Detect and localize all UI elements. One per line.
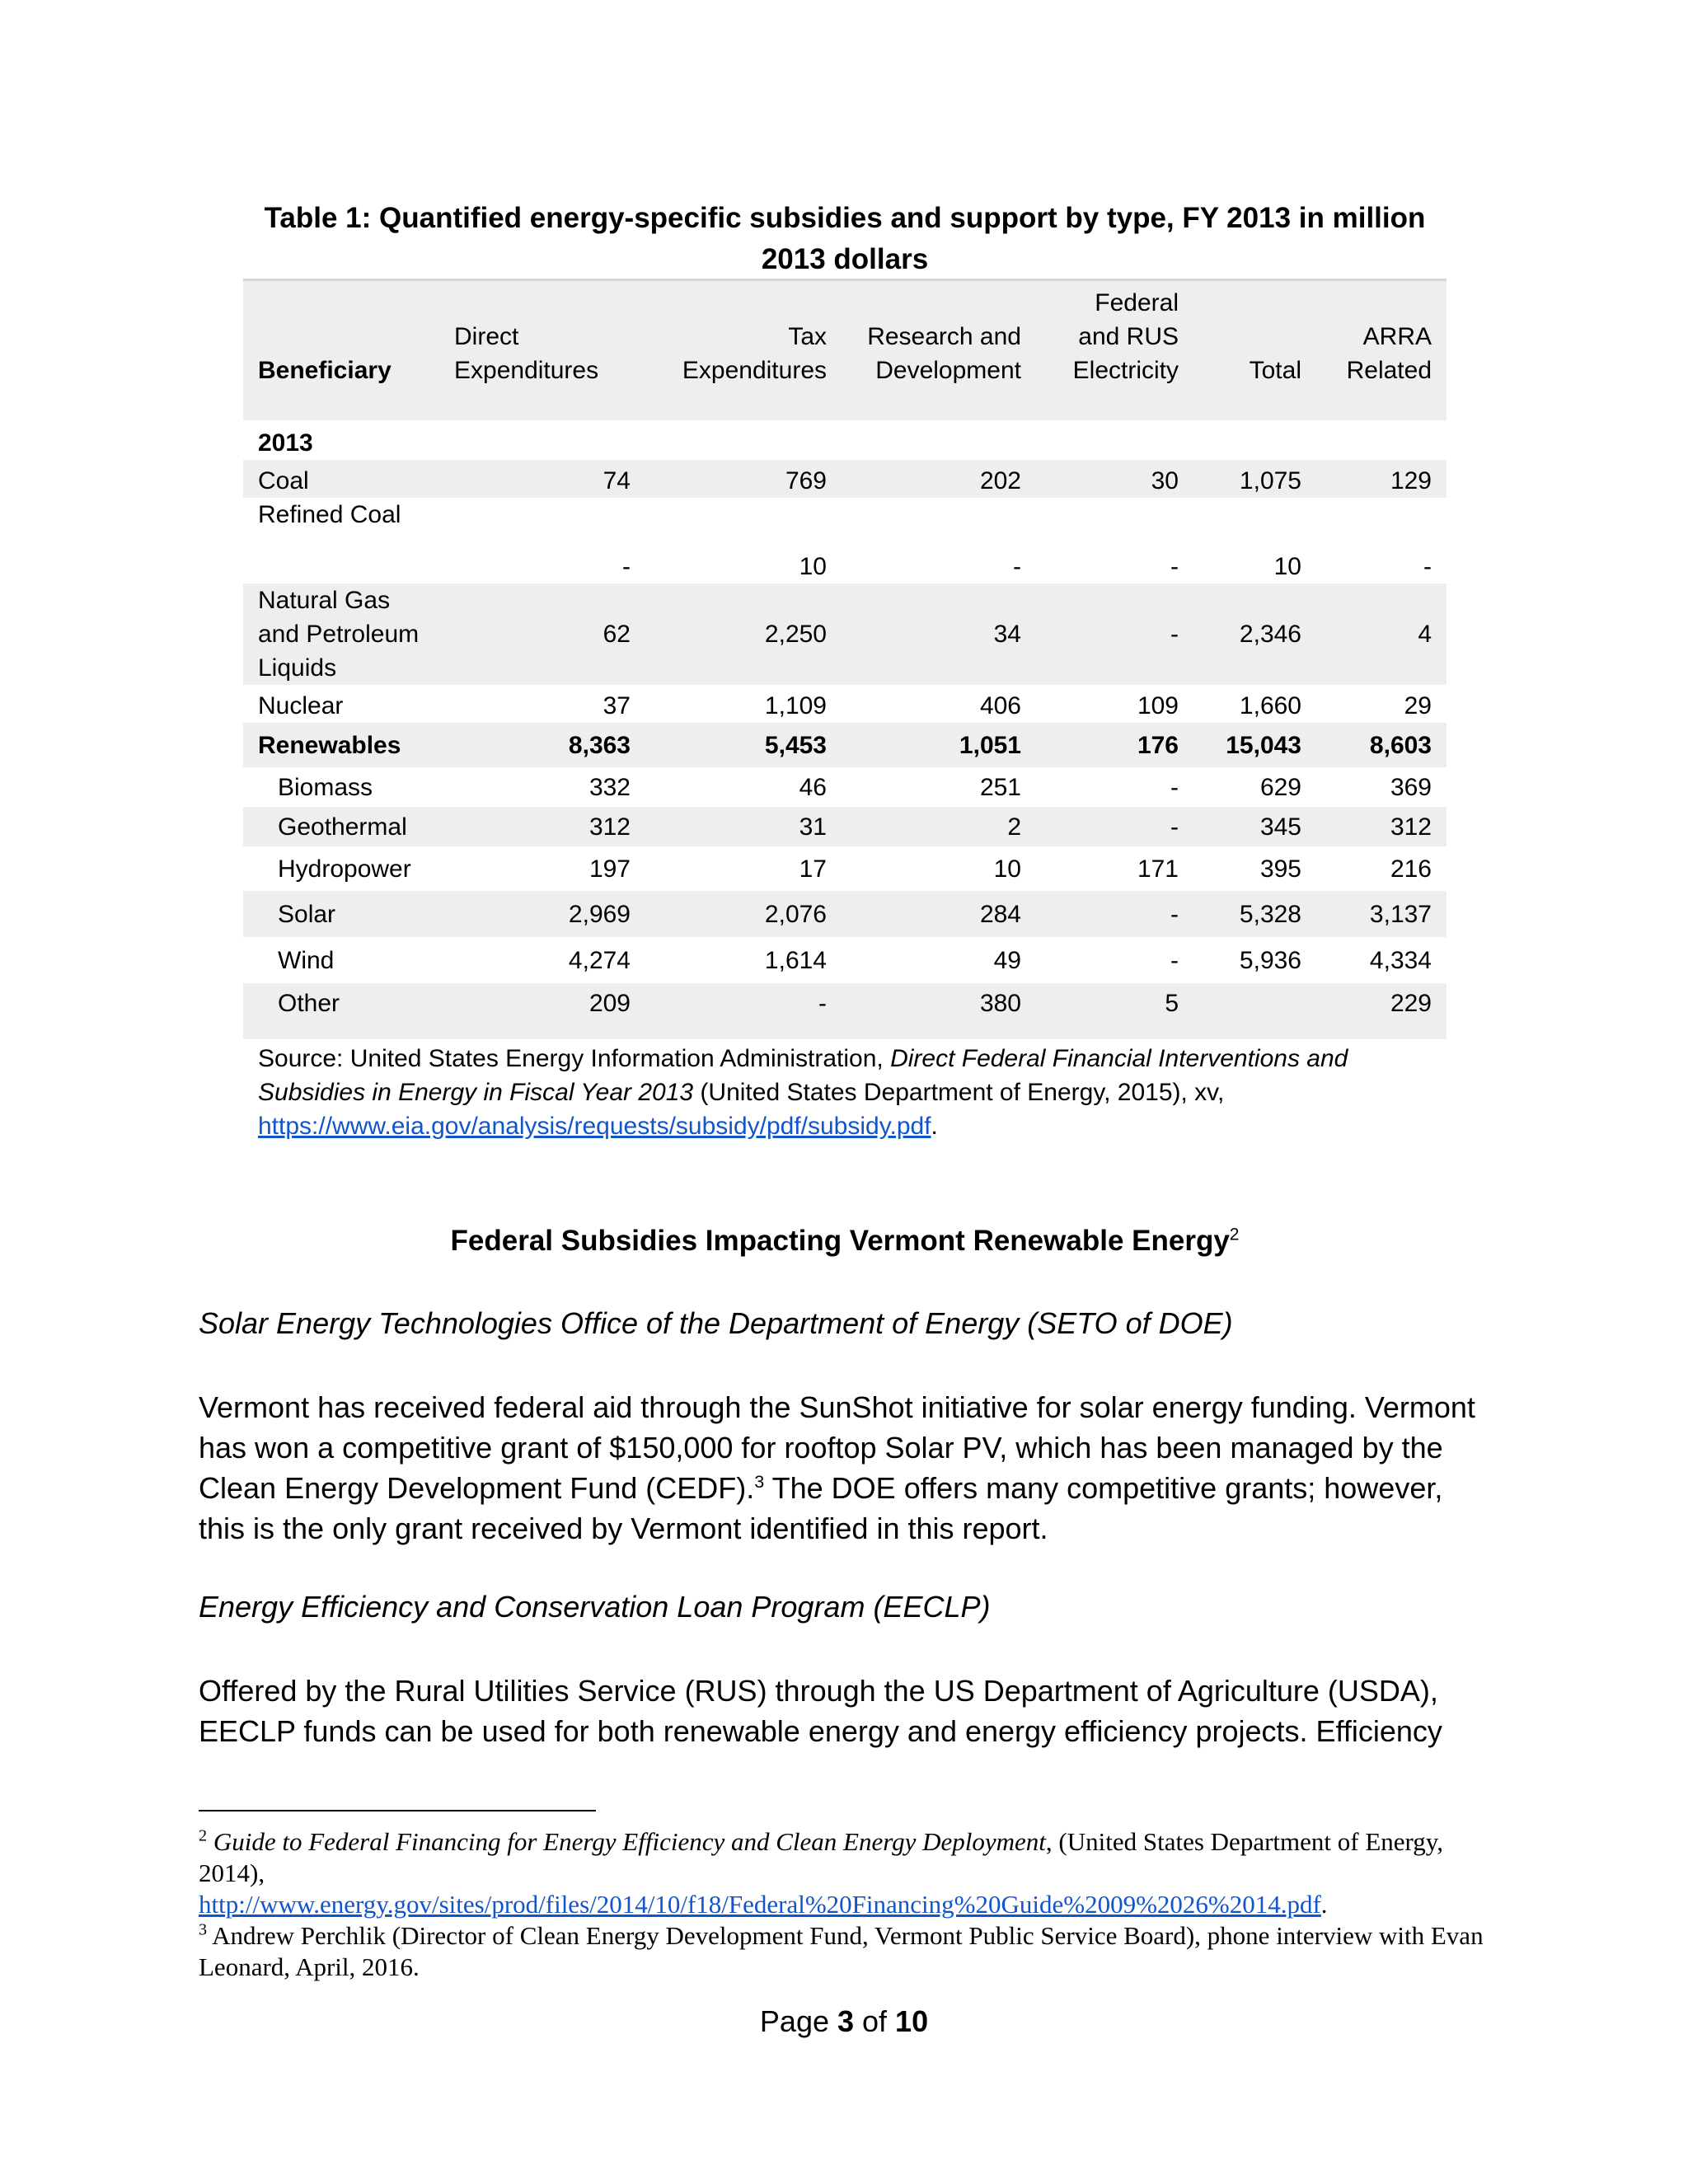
cell-total: 1,660 <box>1239 692 1301 719</box>
subheading-eeclp: Energy Efficiency and Conservation Loan Program (EECLP) <box>199 1590 991 1624</box>
cell-direct: 37 <box>603 692 631 719</box>
cell-arra: 216 <box>1390 855 1432 883</box>
cell-direct: 74 <box>603 467 631 494</box>
cell-federal: 109 <box>1137 692 1179 719</box>
cell-rd: 251 <box>979 773 1021 801</box>
cell-total: 395 <box>1259 855 1301 883</box>
header-total: Total <box>1249 357 1301 384</box>
row-label: Refined Coal <box>258 501 401 528</box>
row-label: Wind <box>278 946 335 974</box>
cell-rd: 284 <box>979 900 1021 928</box>
table-year-row <box>243 420 1447 460</box>
cell-total <box>1193 983 1316 1039</box>
cell-arra: 3,137 <box>1369 900 1432 928</box>
table-row <box>243 460 1447 498</box>
cell-federal: 171 <box>1137 855 1179 883</box>
cell-total: 1,075 <box>1239 467 1301 494</box>
table-source-note: Source: United States Energy Information Administration, Direct Federal Financial Interventions and Subsidies in Energy in Fiscal Year 2013 (United States Department of Energy, 2015), xv, https://www.eia.gov/analysis/requests/subsidy/pdf/subsidy.pdf. <box>258 1045 1348 1140</box>
row-label: Other <box>278 990 340 1017</box>
cell-rd: 380 <box>979 990 1021 1017</box>
row-label: Hydropower <box>278 855 411 883</box>
cell-total: 5,328 <box>1239 900 1301 928</box>
source-link[interactable]: https://www.eia.gov/analysis/requests/subsidy/pdf/subsidy.pdf <box>258 1113 931 1140</box>
row-label: Renewables <box>258 731 401 759</box>
cell-federal: - <box>1170 773 1179 801</box>
footnote-ref-3[interactable]: 3 <box>754 1471 765 1492</box>
cell-direct: - <box>622 553 631 580</box>
footnote-2-link[interactable]: http://www.energy.gov/sites/prod/files/2014/10/f18/Federal%20Financing%20Guide%2009%2026%2014.pdf <box>199 1890 1321 1919</box>
header-direct-expenditures: Direct Expenditures <box>454 323 599 384</box>
cell-rd: 10 <box>993 855 1021 883</box>
cell-direct: 8,363 <box>568 731 631 759</box>
cell-rd: 49 <box>993 946 1021 974</box>
year-label: 2013 <box>258 429 313 457</box>
footnote-ref-2[interactable]: 2 <box>1229 1225 1240 1244</box>
cell-arra: 4,334 <box>1369 946 1432 974</box>
table-header-row <box>243 280 1447 421</box>
cell-total: 345 <box>1259 813 1301 841</box>
subheading-seto: Solar Energy Technologies Office of the Department of Energy (SETO of DOE) <box>199 1306 1233 1340</box>
paragraph-eeclp: Offered by the Rural Utilities Service (RUS) through the US Department of Agriculture (USDA), EECLP funds can be used for both renewable energy and energy efficiency projects. Efficiency <box>199 1674 1442 1748</box>
cell-arra: - <box>1423 553 1432 580</box>
table-row <box>243 891 1447 937</box>
cell-arra: 4 <box>1418 621 1432 648</box>
cell-federal: 5 <box>1165 990 1179 1017</box>
row-label: Nuclear <box>258 692 344 719</box>
row-label: Natural Gas and Petroleum Liquids <box>258 587 420 682</box>
cell-tax: 17 <box>799 855 827 883</box>
row-label: Biomass <box>278 773 373 801</box>
cell-direct: 209 <box>588 990 631 1017</box>
table-title: Table 1: Quantified energy-specific subsidies and support by type, FY 2013 in million 2013 dollars <box>264 202 1426 275</box>
row-label: Geothermal <box>278 813 407 841</box>
cell-tax: 2,076 <box>764 900 827 928</box>
cell-federal: - <box>1170 900 1179 928</box>
cell-federal: - <box>1170 946 1179 974</box>
cell-arra: 8,603 <box>1369 731 1432 759</box>
cell-rd: 406 <box>979 692 1021 719</box>
cell-direct: 312 <box>588 813 631 841</box>
row-label: Solar <box>278 900 336 928</box>
cell-direct: 62 <box>603 621 631 648</box>
cell-arra: 129 <box>1390 467 1432 494</box>
table-row <box>243 846 1447 891</box>
cell-direct: 2,969 <box>568 900 631 928</box>
cell-federal: - <box>1170 621 1179 648</box>
header-tax-expenditures: Tax Expenditures <box>682 323 827 384</box>
cell-federal: 176 <box>1137 731 1179 759</box>
table-row <box>243 807 1447 846</box>
cell-tax: - <box>818 990 827 1017</box>
cell-federal: - <box>1170 813 1179 841</box>
section-heading: Federal Subsidies Impacting Vermont Renewable Energy$^2$ <box>450 1225 1240 1257</box>
header-research-development: Research and Development <box>867 323 1021 384</box>
footnote-2: $^2$ Guide to Federal Financing for Energy Efficiency and Clean Energy Deployment, (United States Department of Energy, 2014), http://www.energy.gov/sites/prod/files/2014/10/f18/Federal%20Financing%20Guide%2009%2026%2014.pdf. <box>199 1826 1444 1919</box>
cell-direct: 4,274 <box>568 946 631 974</box>
page-number: Page 3 of 10 <box>759 2004 929 2038</box>
cell-arra: 369 <box>1390 773 1432 801</box>
cell-rd: - <box>1013 553 1021 580</box>
cell-tax: 31 <box>799 813 827 841</box>
paragraph-sunshot: Vermont has received federal aid through the SunShot initiative for solar energy funding. Vermont has won a competitive grant of $150,000 for rooftop Solar PV, which has been managed by the Clean Energy Development Fund (CEDF).$^3$ The DOE offers many competitive grants; however, this is the only grant received by Vermont identified in this report. <box>199 1390 1475 1545</box>
cell-tax: 1,109 <box>764 692 827 719</box>
header-arra-related: ARRA Related <box>1346 323 1432 384</box>
cell-rd: 2 <box>1007 813 1021 841</box>
cell-federal: 30 <box>1151 467 1179 494</box>
cell-direct: 197 <box>588 855 631 883</box>
cell-total: 10 <box>1273 553 1301 580</box>
table-row <box>243 723 1447 767</box>
cell-rd: 1,051 <box>959 731 1021 759</box>
cell-arra: 229 <box>1390 990 1432 1017</box>
table-row <box>243 583 1447 685</box>
cell-arra: 29 <box>1404 692 1432 719</box>
table-row <box>243 983 1447 1039</box>
cell-tax: 5,453 <box>764 731 827 759</box>
cell-arra: 312 <box>1390 813 1432 841</box>
header-beneficiary: Beneficiary <box>258 357 392 384</box>
cell-rd: 34 <box>993 621 1021 648</box>
footnote-divider <box>199 1810 596 1811</box>
cell-rd: 202 <box>979 467 1021 494</box>
cell-tax: 46 <box>799 773 827 801</box>
cell-tax: 769 <box>785 467 827 494</box>
cell-tax: 10 <box>799 553 827 580</box>
cell-total: 15,043 <box>1226 731 1301 759</box>
footnotes <box>199 1826 1484 1983</box>
table-row <box>243 767 1447 807</box>
row-label: Coal <box>258 467 309 494</box>
cell-tax: 2,250 <box>764 621 827 648</box>
table-row <box>243 498 1447 583</box>
cell-direct: 332 <box>588 773 631 801</box>
cell-tax: 1,614 <box>764 946 827 974</box>
cell-total: 5,936 <box>1239 946 1301 974</box>
cell-total: 2,346 <box>1239 621 1301 648</box>
header-federal-rus-electricity: Federal and RUS Electricity <box>1072 289 1179 384</box>
cell-federal: - <box>1170 553 1179 580</box>
cell-total: 629 <box>1259 773 1301 801</box>
subsidy-table <box>243 279 1447 1039</box>
table-row <box>243 685 1447 723</box>
table-row <box>243 937 1447 983</box>
footnote-3: $^3$ Andrew Perchlik (Director of Clean Energy Development Fund, Vermont Public Service Board), phone interview with Evan Leonard, April, 2016. <box>199 1920 1484 1981</box>
